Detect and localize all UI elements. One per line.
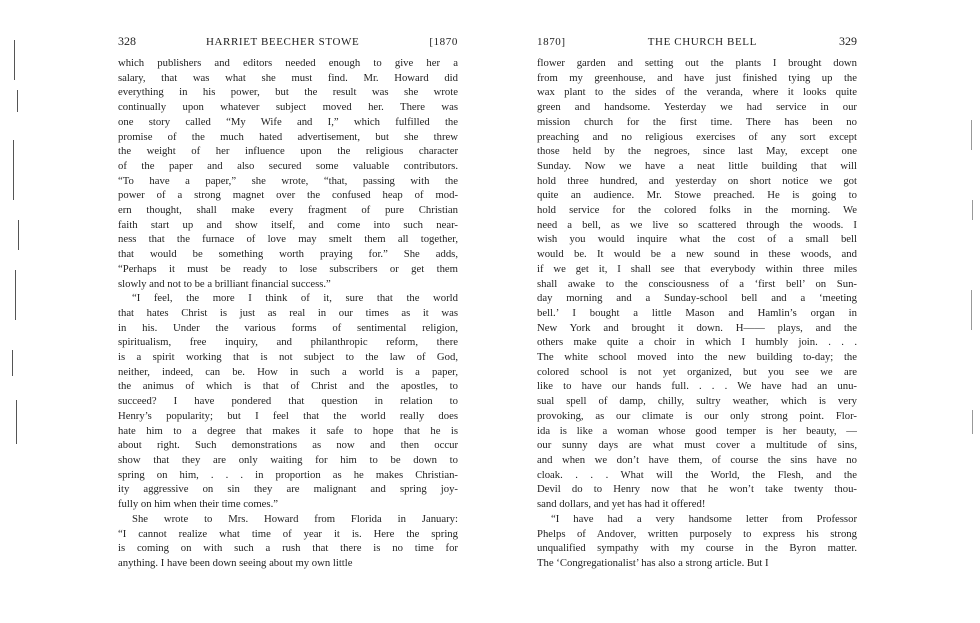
text-line: colored school is not yet organized, but you see we are [537,365,857,378]
text-line: day morning and a Sunday-school bell and a ‘meeting [537,292,857,305]
text-line: need a bell, as we live so scattered through the woods. I [537,218,857,231]
text-line: The white school moved into the new building to-day; the [537,351,857,364]
right-edge-scan-marks [970,120,974,500]
text-line: fully on him when their time comes.” [118,498,278,511]
text-line: “To have a paper,” she wrote, “that, passing with the [118,174,458,187]
text-line: show that they are only waiting for him to be down to [118,453,458,466]
text-line: “I have had a very handsome letter from Professor [551,512,857,525]
text-line: ness that the furnace of love may smelt them all together, [118,233,458,246]
text-line: the animus of which is that of Christ and the apostles, to [118,380,458,393]
left-page-body [118,56,458,571]
right-year-tag: 1870] [537,36,566,48]
text-line: Devil do to Henry now that he won’t take twenty thou- [537,483,857,496]
text-line: would be. It would be a new sound in these woods, and [537,248,857,261]
text-line: “Perhaps it must be ready to lose subscribers or get them [118,262,458,275]
text-line: like to have our hands full. . . . We have had an unu- [537,380,857,393]
text-line: one story called “My Wife and I,” which fulfilled the [118,115,458,128]
text-line: continually upon whatever subject moved her. There was [118,101,458,114]
text-line: that hates Christ is just as real in our times as it was [118,306,458,319]
text-line: which publishers and editors needed enough to give her a [118,57,458,69]
text-line: hold three hundred, and yesterday on short notice we got [537,174,857,187]
text-line: slowly and not to be a brilliant financial success.” [118,277,331,290]
text-line: flower garden and setting out the plants I brought down [537,57,857,69]
text-line: “I feel, the more I think of it, sure that the world [132,292,458,305]
right-page-header [537,34,857,49]
text-line: sand dollars, and yet has had it offered! [537,498,706,511]
text-line: wax plant to the sides of the veranda, where it looks quite [537,86,857,99]
text-line: about right. Such demonstrations as now and then occur [118,439,458,452]
text-line: those held by the negroes, since last May, except one [537,145,857,158]
text-line: The ‘Congregationalist’ has also a strong article. But I [537,556,769,569]
left-running-title: HARRIET BEECHER STOWE [205,36,360,48]
right-running-title: THE CHURCH BELL [647,36,757,48]
text-line: promise of the much hated advertisement, but she threw [118,130,458,143]
right-page [537,34,857,571]
left-page [118,34,458,571]
text-line: She wrote to Mrs. Howard from Florida in January: [132,512,458,525]
text-line: cloak. . . . What will the World, the Flesh, and the [537,468,857,481]
text-line: mission church for the first time. There has been no [537,115,857,128]
text-line: Sunday. Now we have a neat little building that will [537,159,857,172]
text-line: provoking, as our climate is our only strong point. Flor- [537,409,857,422]
right-page-body [537,56,857,571]
left-page-text [118,56,458,571]
text-line: spiritualism, free inquiry, and philanthropic reform, there [118,336,458,349]
left-page-number: 328 [118,34,136,48]
text-line: quite an audience. Mr. Stowe preached. He is going to [537,189,857,202]
text-line: preaching and no religious exercises of any sort except [537,130,857,143]
text-line: that would be something worth praying for.” She adds, [118,248,458,261]
text-line: spring on him, . . . in proportion as he makes Christian- [118,468,458,481]
text-line: the weight of her influence upon the religious character [118,145,458,158]
text-line: salary, that was what she must find. Mr. Howard did [118,71,458,84]
text-line: is coming on with such a rush that there is no time for [118,542,458,555]
text-line: others make quite a choir in which I humbly join. . . . [537,336,857,349]
text-line: wish you would inquire what the cost of a small bell [537,233,857,246]
text-line: neither, indeed, can be. How in such a world is a paper, [118,365,458,378]
text-line: faith start up and show itself, and come into such near- [118,218,458,231]
text-line: “I cannot realize what time of year it is. Here the spring [118,527,458,540]
text-line: bell.’ I bought a little Mason and Hamlin’s organ in [537,306,857,319]
text-line: hate him to a degree that makes it safe to hope that he is [118,424,458,437]
text-line: our sunny days are what must cover a multitude of sins, [537,439,857,452]
left-year-tag: [1870 [429,36,458,48]
text-line: Phelps of Andover, written purposely to express his strong [537,527,857,540]
text-line: if we get it, I shall see that everybody within three miles [537,262,857,275]
left-edge-scan-marks [8,30,26,500]
text-line: power of a strong magnet over the confused heap of mod- [118,189,458,202]
text-line: ida is like a woman whose good temper is her beauty, — [537,424,857,437]
text-line: hold service for the colored folks in the morning. We [537,204,857,217]
text-line: everything in his power, but the result was she wrote [118,86,458,99]
right-page-text [537,56,857,571]
text-line: of the paper and also secured some valuable contributors. [118,159,458,172]
right-page-number: 329 [839,34,857,48]
text-line: anything. I have been down seeing about my own little [118,556,353,569]
left-page-header [118,34,458,49]
text-line: green and handsome. Yesterday we had service in our [537,101,857,114]
text-line: succeed? I have pondered that question in relation to [118,395,458,408]
text-line: New York and brought it down. H—— plays, and the [537,321,857,334]
text-line: shall awake to the consciousness of a ‘first bell’ on Sun- [537,277,857,290]
text-line: sual spell of damp, chilly, sultry weather, which is very [537,395,857,408]
text-line: ern thought, shall make every fragment of pure Christian [118,204,458,217]
text-line: and when we don’t have them, of course the sins have no [537,453,857,466]
text-line: ity aggressive on sin they are malignant and spring joy- [118,483,458,496]
text-line: Henry’s popularity; but I feel that the world really does [118,409,458,422]
text-line: unqualified sympathy with my course in the Byron matter. [537,542,857,555]
text-line: is a spirit working that is not subject to the law of God, [118,351,458,364]
text-line: from my greenhouse, and have just finished tying up the [537,71,857,84]
text-line: in his. Under the various forms of sentimental religion, [118,321,458,334]
